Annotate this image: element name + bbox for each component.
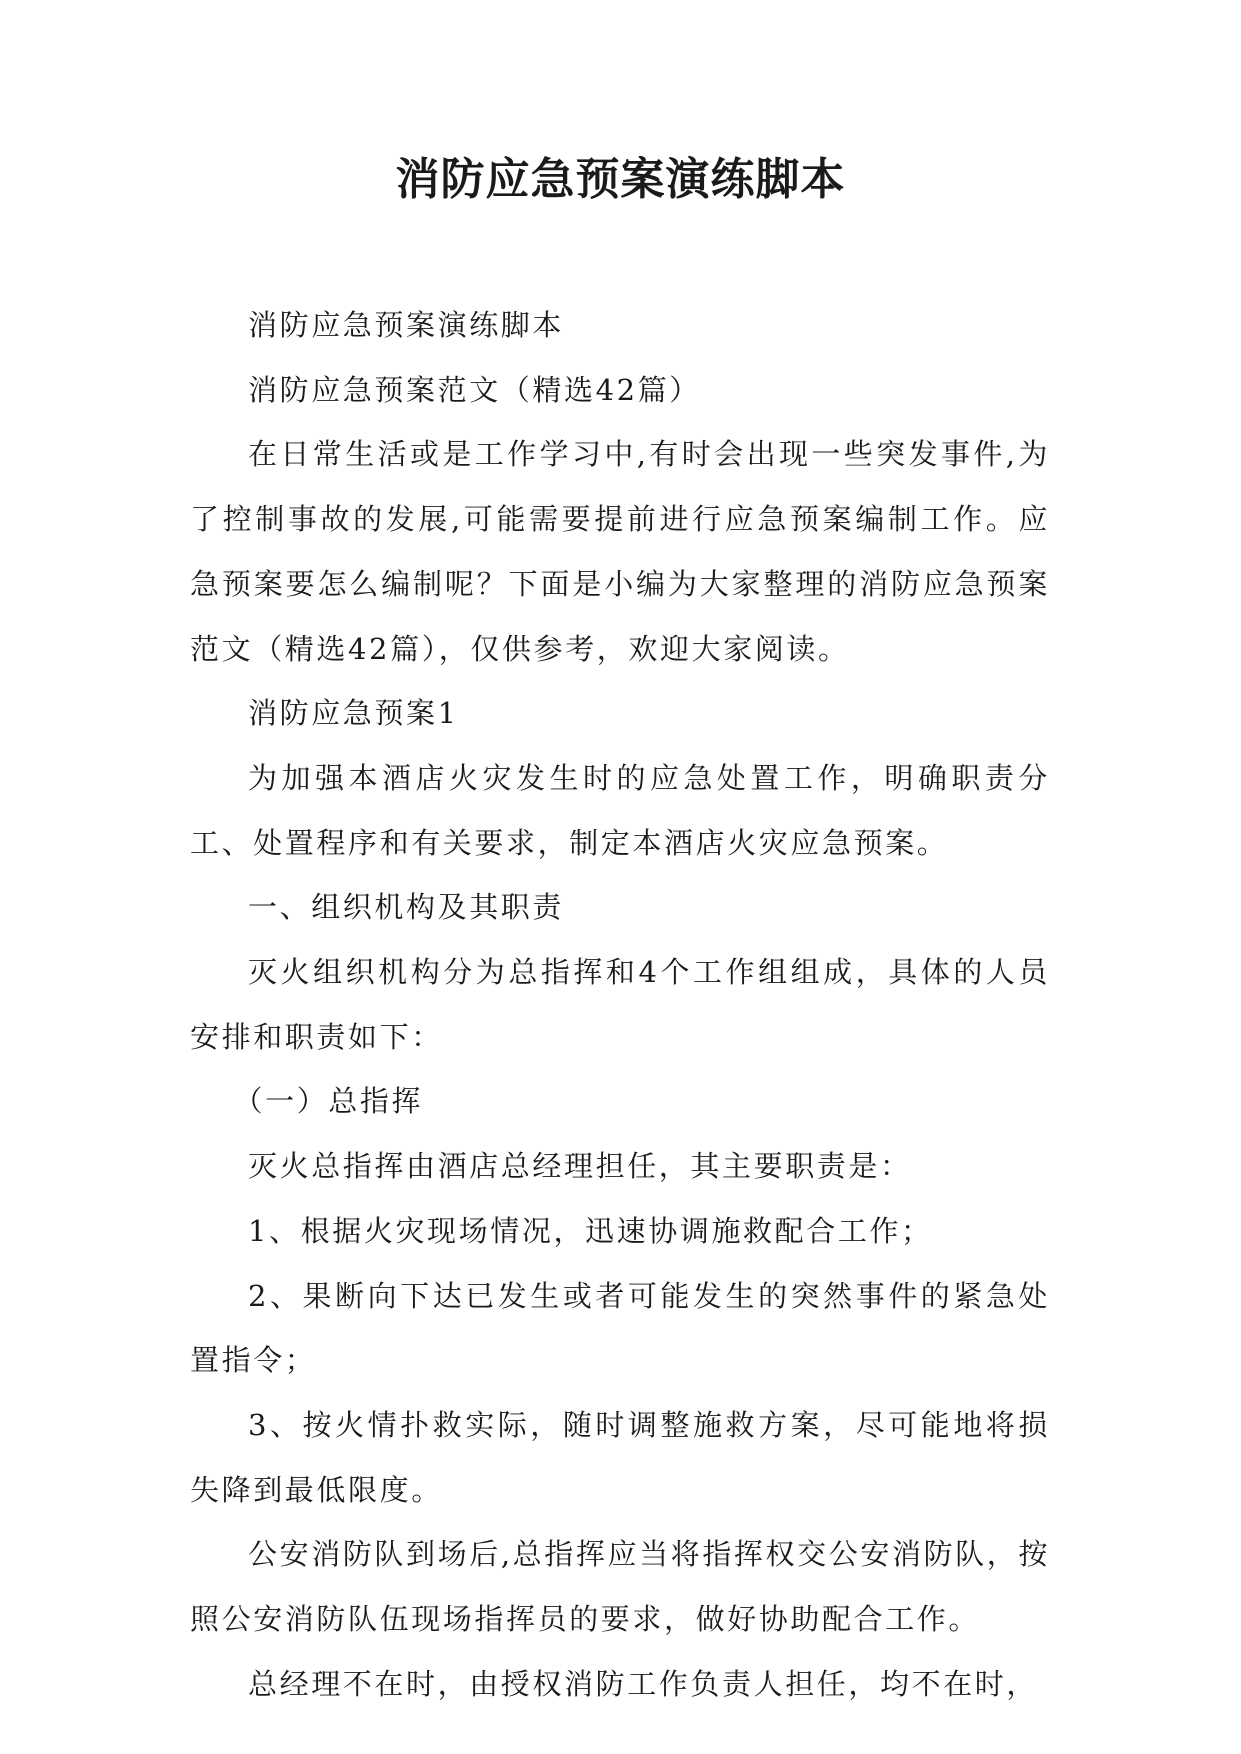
list-item-duty-3: 3、按火情扑救实际，随时调整施救方案，尽可能地将损失降到最低限度。 <box>190 1407 1050 1507</box>
paragraph-collection-title: 消防应急预案范文（精选42篇） <box>248 372 701 407</box>
list-item-duty-2: 2、果断向下达已发生或者可能发生的突然事件的紧急处置指令； <box>190 1278 1050 1378</box>
paragraph-intro: 在日常生活或是工作学习中,有时会出现一些突发事件,为了控制事故的发展,可能需要提前进行应急预案编制工作。应急预案要怎么编制呢？下面是小编为大家整理的消防应急预案范文（精选42篇），仅供参考，欢迎大家阅读。 <box>190 437 1050 666</box>
paragraph-fire-brigade: 公安消防队到场后,总指挥应当将指挥权交公安消防队，按照公安消防队伍现场指挥员的要求，做好协助配合工作。 <box>190 1537 1050 1637</box>
section-heading-plan-1: 消防应急预案1 <box>248 696 459 731</box>
paragraph-substitute: 总经理不在时，由授权消防工作负责人担任，均不在时， <box>248 1666 1039 1701</box>
paragraph-organization: 灭火组织机构分为总指挥和4个工作组组成，具体的人员安排和职责如下： <box>190 955 1050 1054</box>
subsection-heading-commander: （一）总指挥 <box>233 1084 424 1119</box>
section-heading-organization: 一、组织机构及其职责 <box>248 890 565 925</box>
document-body <box>190 293 1050 1716</box>
paragraph-commander-duties: 灭火总指挥由酒店总经理担任，其主要职责是： <box>248 1149 912 1184</box>
list-item-duty-1: 1、根据火灾现场情况，迅速协调施救配合工作； <box>248 1213 933 1248</box>
document-title: 消防应急预案演练脚本 <box>395 154 846 205</box>
paragraph-purpose: 为加强本酒店火灾发生时的应急处置工作，明确职责分工、处置程序和有关要求，制定本酒店火灾应急预案。 <box>190 760 1050 860</box>
paragraph-subtitle: 消防应急预案演练脚本 <box>248 308 565 342</box>
